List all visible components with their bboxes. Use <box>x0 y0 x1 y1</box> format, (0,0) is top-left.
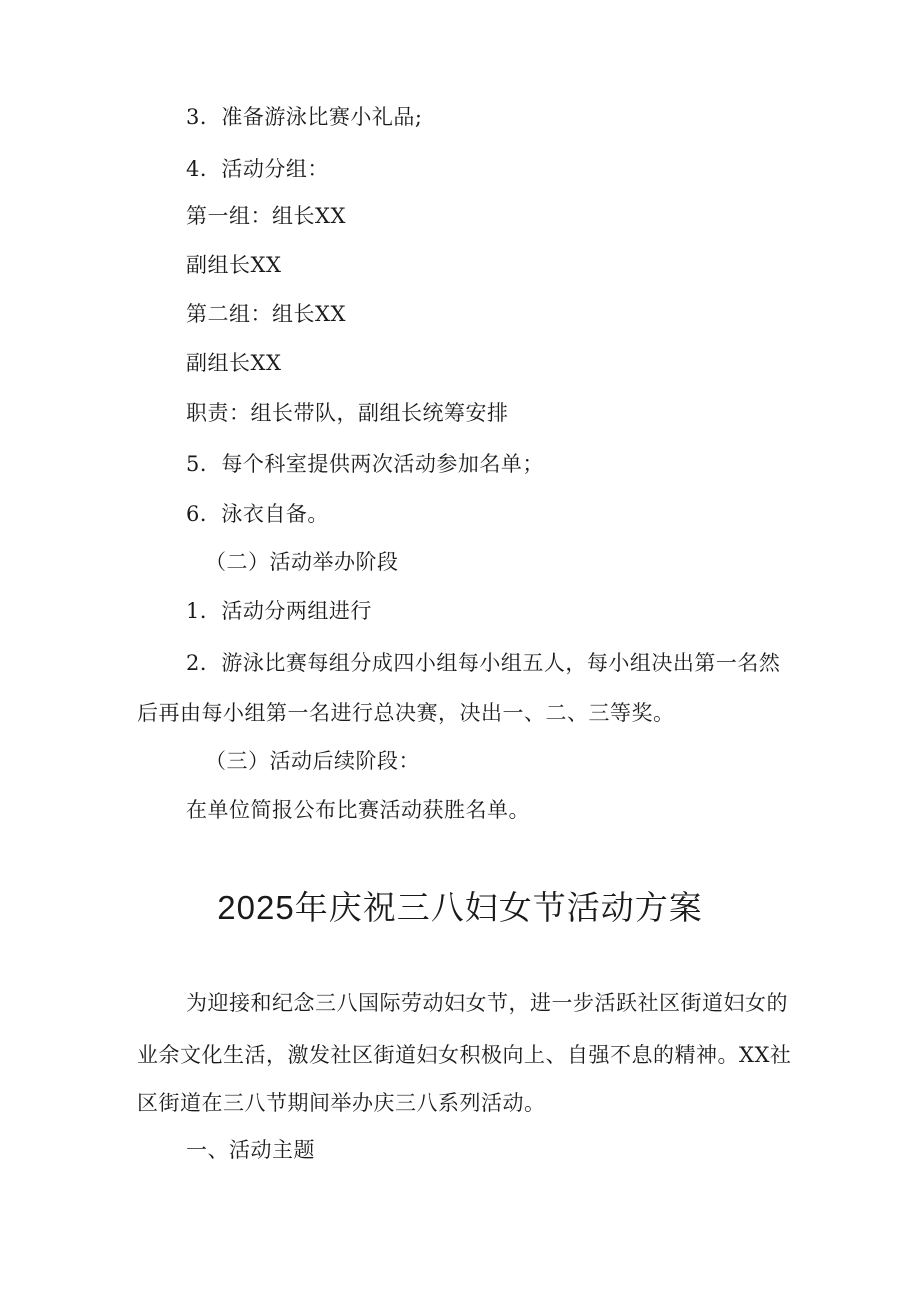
document-title: 2025年庆祝三八妇女节活动方案 <box>217 889 703 926</box>
item-6-swimsuit: 6．泳衣自备。 <box>186 502 329 526</box>
item-2-competition-line-2: 后再由每小组第一名进行总决赛，决出一、二、三等奖。 <box>137 701 675 725</box>
group-one-leader: 第一组：组长XX <box>186 204 346 228</box>
stage-two-heading: （二）活动举办阶段 <box>205 550 399 574</box>
item-2-competition-line-1: 2．游泳比赛每组分成四小组每小组五人，每小组决出第一名然 <box>186 651 781 675</box>
intro-line-2: 业余文化生活，激发社区街道妇女积极向上、自强不息的精神。XX社 <box>137 1043 792 1067</box>
duties-line: 职责：组长带队，副组长统筹安排 <box>186 401 509 425</box>
intro-line-1: 为迎接和纪念三八国际劳动妇女节，进一步活跃社区街道妇女的 <box>186 991 788 1015</box>
group-two-deputy: 副组长XX <box>186 351 282 375</box>
group-one-deputy: 副组长XX <box>186 253 282 277</box>
section-one-heading: 一、活动主题 <box>186 1138 315 1162</box>
stage-three-heading: （三）活动后续阶段： <box>205 749 420 773</box>
intro-line-3: 区街道在三八节期间举办庆三八系列活动。 <box>137 1091 546 1115</box>
group-two-leader: 第二组：组长XX <box>186 302 346 326</box>
announce-winners-line: 在单位简报公布比赛活动获胜名单。 <box>186 798 530 822</box>
item-3-prepare-gifts: 3．准备游泳比赛小礼品; <box>186 105 423 129</box>
item-5-name-list: 5．每个科室提供两次活动参加名单； <box>186 452 544 476</box>
item-1-two-groups: 1．活动分两组进行 <box>186 599 372 623</box>
item-4-grouping: 4．活动分组： <box>186 157 329 181</box>
